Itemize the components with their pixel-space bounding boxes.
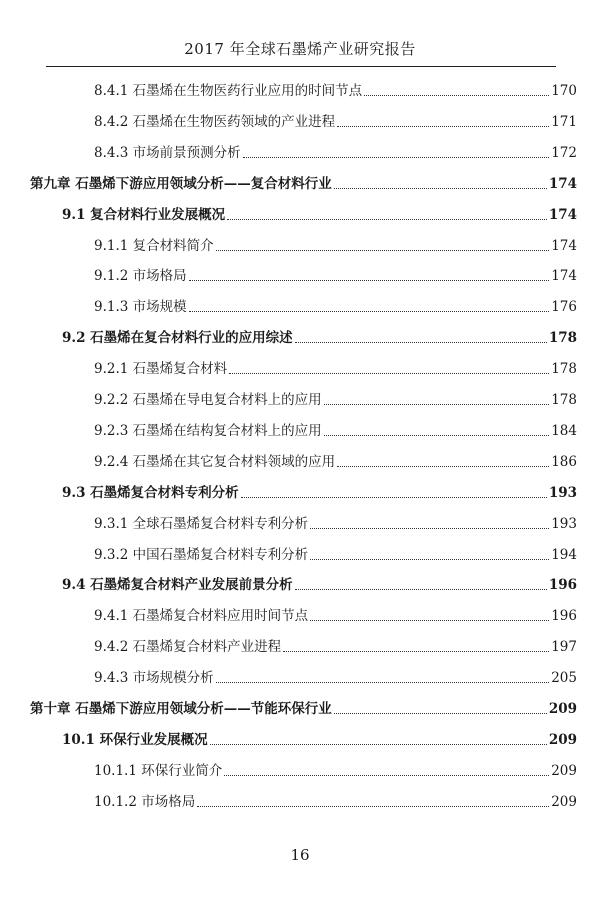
- toc-chapter-entry[interactable]: [30, 698, 577, 720]
- toc-entry-page: 178: [551, 392, 577, 408]
- toc-entry-page: 209: [551, 793, 577, 810]
- toc-dot-leader: [197, 806, 549, 807]
- toc-entry-title: 9.1.2 市场格局: [94, 268, 187, 285]
- toc-dot-leader: [310, 528, 549, 529]
- toc-entry-page: 193: [551, 515, 577, 532]
- toc-dot-leader: [324, 435, 550, 436]
- toc-entry-title: 第九章 石墨烯下游应用领域分析——复合材料行业: [30, 175, 332, 192]
- toc-subsection-entry[interactable]: [94, 544, 577, 566]
- toc-dot-leader: [283, 651, 549, 652]
- toc-entry-title: 9.2.4 石墨烯在其它复合材料领域的应用: [94, 453, 336, 470]
- page-header-title: 2017 年全球石墨烯产业研究报告: [184, 40, 416, 58]
- toc-entry-title: 10.1.1 环保行业简介: [94, 762, 223, 779]
- toc-entry-page: 174: [551, 237, 577, 254]
- toc-dot-leader: [337, 126, 549, 127]
- toc-entry-title: 第十章 石墨烯下游应用领域分析——节能环保行业: [30, 701, 332, 717]
- toc-dot-leader: [243, 157, 550, 158]
- toc-entry-title: 9.4.2 石墨烯复合材料产业进程: [94, 639, 282, 656]
- toc-entry-page: 205: [551, 670, 577, 687]
- toc-subsection-entry[interactable]: [94, 80, 577, 102]
- toc-subsection-entry[interactable]: [94, 111, 577, 133]
- toc-subsection-entry[interactable]: [94, 420, 577, 442]
- toc-dot-leader: [210, 744, 547, 745]
- header-divider: [46, 66, 556, 67]
- toc-dot-leader: [189, 280, 550, 281]
- toc-entry-page: 186: [551, 453, 577, 470]
- toc-subsection-entry[interactable]: [94, 791, 577, 813]
- toc-entry-title: 9.1.1 复合材料简介: [94, 237, 214, 254]
- toc-subsection-entry[interactable]: [94, 513, 577, 535]
- toc-section-entry[interactable]: [62, 574, 577, 596]
- toc-entry-page: 174: [548, 206, 577, 223]
- toc-entry-title: 9.4.3 市场规模分析: [94, 670, 214, 687]
- toc-dot-leader: [334, 713, 547, 714]
- toc-dot-leader: [337, 466, 549, 467]
- toc-subsection-entry[interactable]: [94, 389, 577, 411]
- toc-section-entry[interactable]: [62, 482, 577, 504]
- toc-entry-title: 9.3 石墨烯复合材料专利分析: [62, 484, 239, 501]
- toc-entry-title: 8.4.2 石墨烯在生物医药领域的产业进程: [94, 113, 336, 130]
- toc-section-entry[interactable]: [62, 729, 577, 751]
- toc-dot-leader: [364, 95, 549, 96]
- toc-dot-leader: [324, 404, 550, 405]
- toc-subsection-entry[interactable]: [94, 358, 577, 380]
- toc-entry-page: 170: [551, 83, 577, 99]
- toc-subsection-entry[interactable]: [94, 667, 577, 689]
- toc-entry-page: 171: [551, 113, 577, 130]
- toc-entry-page: 197: [551, 639, 577, 656]
- toc-entry-title: 9.3.1 全球石墨烯复合材料专利分析: [94, 515, 309, 532]
- toc-entry-page: 174: [551, 268, 577, 285]
- toc-subsection-entry[interactable]: [94, 296, 577, 318]
- toc-entry-page: 209: [551, 762, 577, 779]
- toc-entry-page: 209: [548, 701, 577, 717]
- toc-entry-page: 196: [548, 577, 577, 594]
- toc-subsection-entry[interactable]: [94, 605, 577, 627]
- toc-chapter-entry[interactable]: [30, 173, 577, 195]
- toc-section-entry[interactable]: [62, 204, 577, 226]
- toc-entry-page: 172: [551, 144, 577, 161]
- toc-entry-title: 9.1.3 市场规模: [94, 299, 187, 316]
- toc-entry-page: 209: [548, 731, 577, 748]
- toc-entry-page: 178: [548, 330, 577, 347]
- toc-entry-title: 9.1 复合材料行业发展概况: [62, 206, 226, 223]
- toc-subsection-entry[interactable]: [94, 142, 577, 164]
- toc-subsection-entry[interactable]: [94, 451, 577, 473]
- toc-entry-title: 9.2.1 石墨烯复合材料: [94, 361, 228, 378]
- toc-entry-title: 8.4.3 市场前景预测分析: [94, 144, 241, 161]
- toc-entry-page: 174: [548, 175, 577, 192]
- toc-entry-page: 178: [551, 361, 577, 378]
- toc-entry-page: 184: [551, 422, 577, 439]
- toc-dot-leader: [334, 188, 547, 189]
- toc-dot-leader: [241, 497, 547, 498]
- toc-entry-page: 194: [551, 546, 577, 563]
- toc-section-entry[interactable]: [62, 327, 577, 349]
- toc-entry-page: 193: [548, 484, 577, 501]
- toc-entry-title: 10.1.2 市场格局: [94, 793, 196, 810]
- toc-entry-title: 8.4.1 石墨烯在生物医药行业应用的时间节点: [94, 83, 363, 99]
- toc-entry-page: 196: [551, 608, 577, 625]
- toc-dot-leader: [295, 589, 547, 590]
- toc-entry-title: 9.4.1 石墨烯复合材料应用时间节点: [94, 608, 309, 625]
- page-number: 16: [290, 846, 310, 864]
- toc-dot-leader: [295, 342, 547, 343]
- toc-dot-leader: [227, 219, 547, 220]
- toc-dot-leader: [216, 250, 550, 251]
- toc-dot-leader: [189, 311, 550, 312]
- toc-entry-title: 9.3.2 中国石墨烯复合材料专利分析: [94, 546, 309, 563]
- toc-dot-leader: [229, 373, 549, 374]
- toc-dot-leader: [216, 682, 550, 683]
- toc-subsection-entry[interactable]: [94, 636, 577, 658]
- toc-entry-title: 9.2 石墨烯在复合材料行业的应用综述: [62, 330, 293, 347]
- toc-subsection-entry[interactable]: [94, 760, 577, 782]
- toc-entry-title: 10.1 环保行业发展概况: [62, 731, 208, 748]
- toc-subsection-entry[interactable]: [94, 265, 577, 287]
- toc-entry-title: 9.2.2 石墨烯在导电复合材料上的应用: [94, 392, 322, 408]
- toc-entry-title: 9.4 石墨烯复合材料产业发展前景分析: [62, 577, 293, 594]
- toc-dot-leader: [310, 620, 549, 621]
- toc-entry-title: 9.2.3 石墨烯在结构复合材料上的应用: [94, 422, 322, 439]
- toc-dot-leader: [310, 559, 549, 560]
- toc-subsection-entry[interactable]: [94, 235, 577, 257]
- toc-entry-page: 176: [551, 299, 577, 316]
- toc-dot-leader: [224, 775, 549, 776]
